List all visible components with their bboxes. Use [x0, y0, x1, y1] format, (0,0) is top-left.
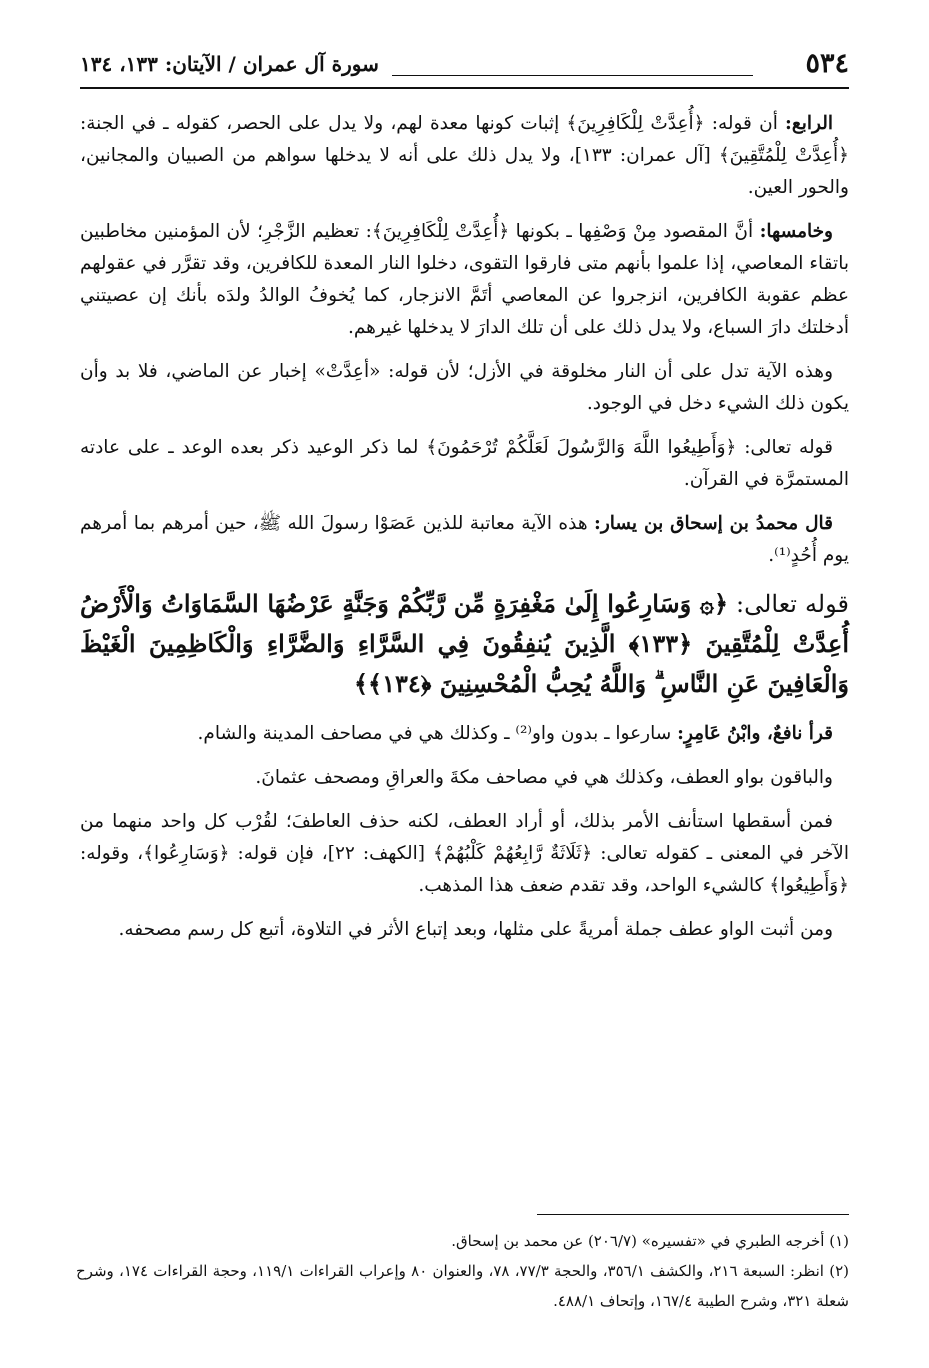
- paragraph-text: أن قوله: ﴿أُعِدَّتْ لِلْكَافِرِينَ﴾ إثبات كونها معدة لهم، ولا يدل على الحصر، كقوله ـ في الجنة: ﴿أُعِدَّتْ لِلْمُتَّقِينَ﴾ [آل عمران: ١٣٣]، ولا يدل ذلك على أنه لا يدخلها سواهم من الصبيان والمجانين، والحور العين.: [80, 113, 849, 198]
- paragraph-lead: قوله تعالى:: [736, 590, 849, 618]
- paragraph: [80, 108, 849, 204]
- footnote-separator: [537, 1214, 849, 1215]
- paragraph-text: والباقون بواو العطف، وكذلك هي في مصاحف مكةَ والعراقِ ومصحف عثمانَ.: [255, 767, 833, 788]
- footnote: (١) أخرجه الطبري في «تفسيره» (٢٠٦/٧) عن محمد بن إسحاق.: [451, 1232, 849, 1250]
- paragraph-text: فمن أسقطها استأنف الأمر بذلك، أو أراد العطف، لكنه حذف العاطفَ؛ لقُرْب كل واحد منهما من الآخر في المعنى ـ كقوله تعالى: ﴿ثَلَاثَةٌ رَّابِعُهُمْ كَلْبُهُمْ﴾ [الكهف: ٢٢]، فإن قوله: ﴿وَسَارِعُوا﴾، وقوله: ﴿وَأَطِيعُوا﴾ كالشيء الواحد، وقد تقدم ضعف هذا المذهب.: [80, 811, 849, 896]
- header-rule: [392, 75, 753, 76]
- paragraph: [80, 806, 849, 902]
- paragraph-text: سارعوا ـ بدون واو⁽²⁾ ـ وكذلك هي في مصاحف المدينة والشام.: [197, 723, 672, 744]
- footnotes: [76, 1226, 849, 1316]
- page-number: ٥٣٤: [805, 48, 849, 79]
- footnote: (٢) انظر: السبعة ٢١٦، والكشف ٣٥٦/١، والحجة ٧٧/٣، ٧٨، والعنوان ٨٠ وإعراب القراءات ١١٩/١، وحجة القراءات ١٧٤، وشرح شعلة ٣٢١، وشرح الطيبة ١٦٧/٤، وإتحاف ٤٨٨/١.: [76, 1262, 850, 1310]
- paragraph: [80, 356, 849, 420]
- paragraph: [80, 762, 849, 794]
- paragraph-text: هذه الآية معاتبة للذين عَصَوْا رسولَ الله ﷺ، حين أمرهم بما أمرهم يوم أُحُدٍ⁽¹⁾.: [80, 513, 849, 566]
- header-underline: [80, 87, 849, 89]
- paragraph: [80, 718, 849, 750]
- quran-verse-paragraph: [80, 584, 849, 704]
- running-title: سورة آل عمران / الآيتان: ١٣٣، ١٣٤: [80, 52, 379, 76]
- paragraph-text: وهذه الآية تدل على أن النار مخلوقة في الأزل؛ لأن قوله: «أعِدَّتْ» إخبار عن الماضي، فلا بد وأن يكون ذلك الشيء دخل في الوجود.: [80, 361, 849, 414]
- paragraph-text: قوله تعالى: ﴿وَأَطِيعُوا اللَّهَ وَالرَّسُولَ لَعَلَّكُمْ تُرْحَمُونَ﴾ لما ذكر الوعيد ذكر بعده الوعد ـ على عادته المستمرَّة في القرآن.: [80, 437, 849, 490]
- page-header: [80, 44, 849, 88]
- paragraph-lead: الرابع:: [785, 113, 833, 134]
- paragraph-lead: قرأ نافعٌ، وابْنُ عَامِرٍ:: [677, 723, 833, 744]
- paragraph-lead: وخامسها:: [759, 221, 833, 242]
- paragraph-lead: قال محمدُ بن إسحاق بن يسار:: [593, 513, 833, 534]
- quran-verse: ﴿۞ وَسَارِعُوا إِلَىٰ مَغْفِرَةٍ مِّن رَّبِّكُمْ وَجَنَّةٍ عَرْضُهَا السَّمَاوَاتُ وَالْأَرْضُ أُعِدَّتْ لِلْمُتَّقِينَ ﴿١٣٣﴾ الَّذِينَ يُنفِقُونَ فِي السَّرَّاءِ وَالضَّرَّاءِ وَالْكَاظِمِينَ الْغَيْظَ وَالْعَافِينَ عَنِ النَّاسِ ۗ وَاللَّهُ يُحِبُّ الْمُحْسِنِينَ ﴿١٣٤﴾﴾: [80, 589, 849, 698]
- paragraph: [80, 914, 849, 946]
- paragraph-text: ومن أثبت الواو عطف جملة أمريةً على مثلها، وبعد إتباع الأثر في التلاوة، أتبع كل رسم مصحفه.: [118, 919, 833, 940]
- main-text: [80, 108, 849, 958]
- paragraph: [80, 508, 849, 572]
- paragraph-text: أنَّ المقصود مِنْ وَصْفِها ـ بكونها ﴿أُعِدَّتْ لِلْكَافِرِينَ﴾: تعظيم الزَّجْرِ؛ لأن المؤمنين مخاطبين باتقاء المعاصي، إذا علموا بأنهم متى فارقوا التقوى، دخلوا النار المعدة للكافرين، وقد تقرَّر في عقولهم عظم عقوبة الكافرين، انزجروا عن المعاصي أتَمَّ الانزجار، كما يُخوفُ الوالدُ ولدَه بأنك إن عصيتني أدخلتك دارَ السباع، ولا يدل ذلك على أن تلك الدارَ لا يدخلها غيرهم.: [80, 221, 849, 338]
- paragraph: [80, 432, 849, 496]
- paragraph: [80, 216, 849, 344]
